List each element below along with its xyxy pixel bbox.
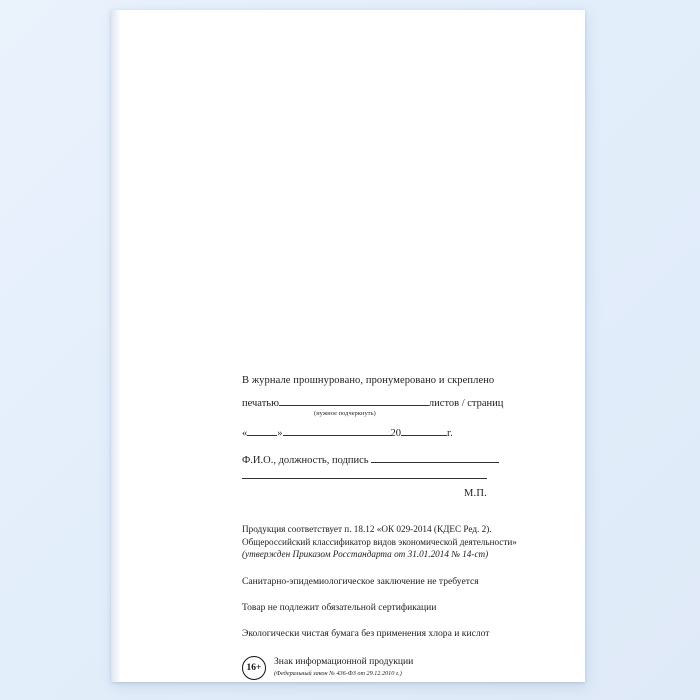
date-quote-close: » — [277, 428, 283, 439]
note-sanitary: Санитарно-эпидемиологическое заключение не требуется — [242, 575, 479, 587]
compliance-line-1: Продукция соответствует п. 18.12 «ОК 029-2014 (КДЕС Ред. 2). — [242, 524, 492, 534]
date-day-line[interactable] — [247, 426, 277, 436]
information-mark-row — [242, 656, 542, 680]
document-page — [111, 10, 585, 682]
sheets-pages-label: листов / страниц — [428, 398, 504, 409]
date-month-line[interactable] — [283, 426, 391, 436]
fio-label: Ф.И.О., должность, подпись — [242, 455, 369, 466]
seal-label: печатью — [242, 398, 279, 409]
document-content — [242, 375, 542, 680]
extra-signature-line[interactable] — [242, 477, 487, 479]
underline-hint: (нужное подчеркнуть) — [314, 410, 376, 417]
information-mark-text — [274, 656, 413, 679]
date-year-prefix: 20 — [390, 428, 401, 439]
extra-signature-row — [242, 477, 542, 479]
age-rating-badge: 16+ — [242, 656, 266, 680]
information-mark-law: (Федеральный закон № 436-ФЗ от 29.12.2010 г.) — [274, 670, 402, 677]
seal-sheets-row — [242, 396, 542, 417]
fio-row — [242, 453, 542, 466]
date-row — [242, 426, 542, 439]
fio-fill-line[interactable] — [371, 453, 499, 463]
stamp-place-label: М.П. — [464, 488, 487, 499]
date-quote-open: « — [242, 428, 248, 439]
information-mark-title: Знак информационной продукции — [274, 656, 414, 667]
seal-fill-line[interactable] — [279, 396, 429, 406]
compliance-line-3: (утвержден Приказом Росстандарта от 31.01.2014 № 14-ст) — [242, 549, 489, 559]
date-year-suffix: г. — [447, 428, 453, 439]
date-year-line[interactable] — [401, 426, 447, 436]
compliance-line-2: Общероссийский классификатор видов экономической деятельности» — [242, 536, 517, 547]
certification-statement: В журнале прошнуровано, пронумеровано и скреплено — [242, 375, 495, 386]
compliance-block — [242, 523, 542, 561]
note-certification: Товар не подлежит обязательной сертификации — [242, 601, 437, 613]
note-eco-paper: Экологически чистая бумага без применения хлора и кислот — [242, 627, 490, 639]
